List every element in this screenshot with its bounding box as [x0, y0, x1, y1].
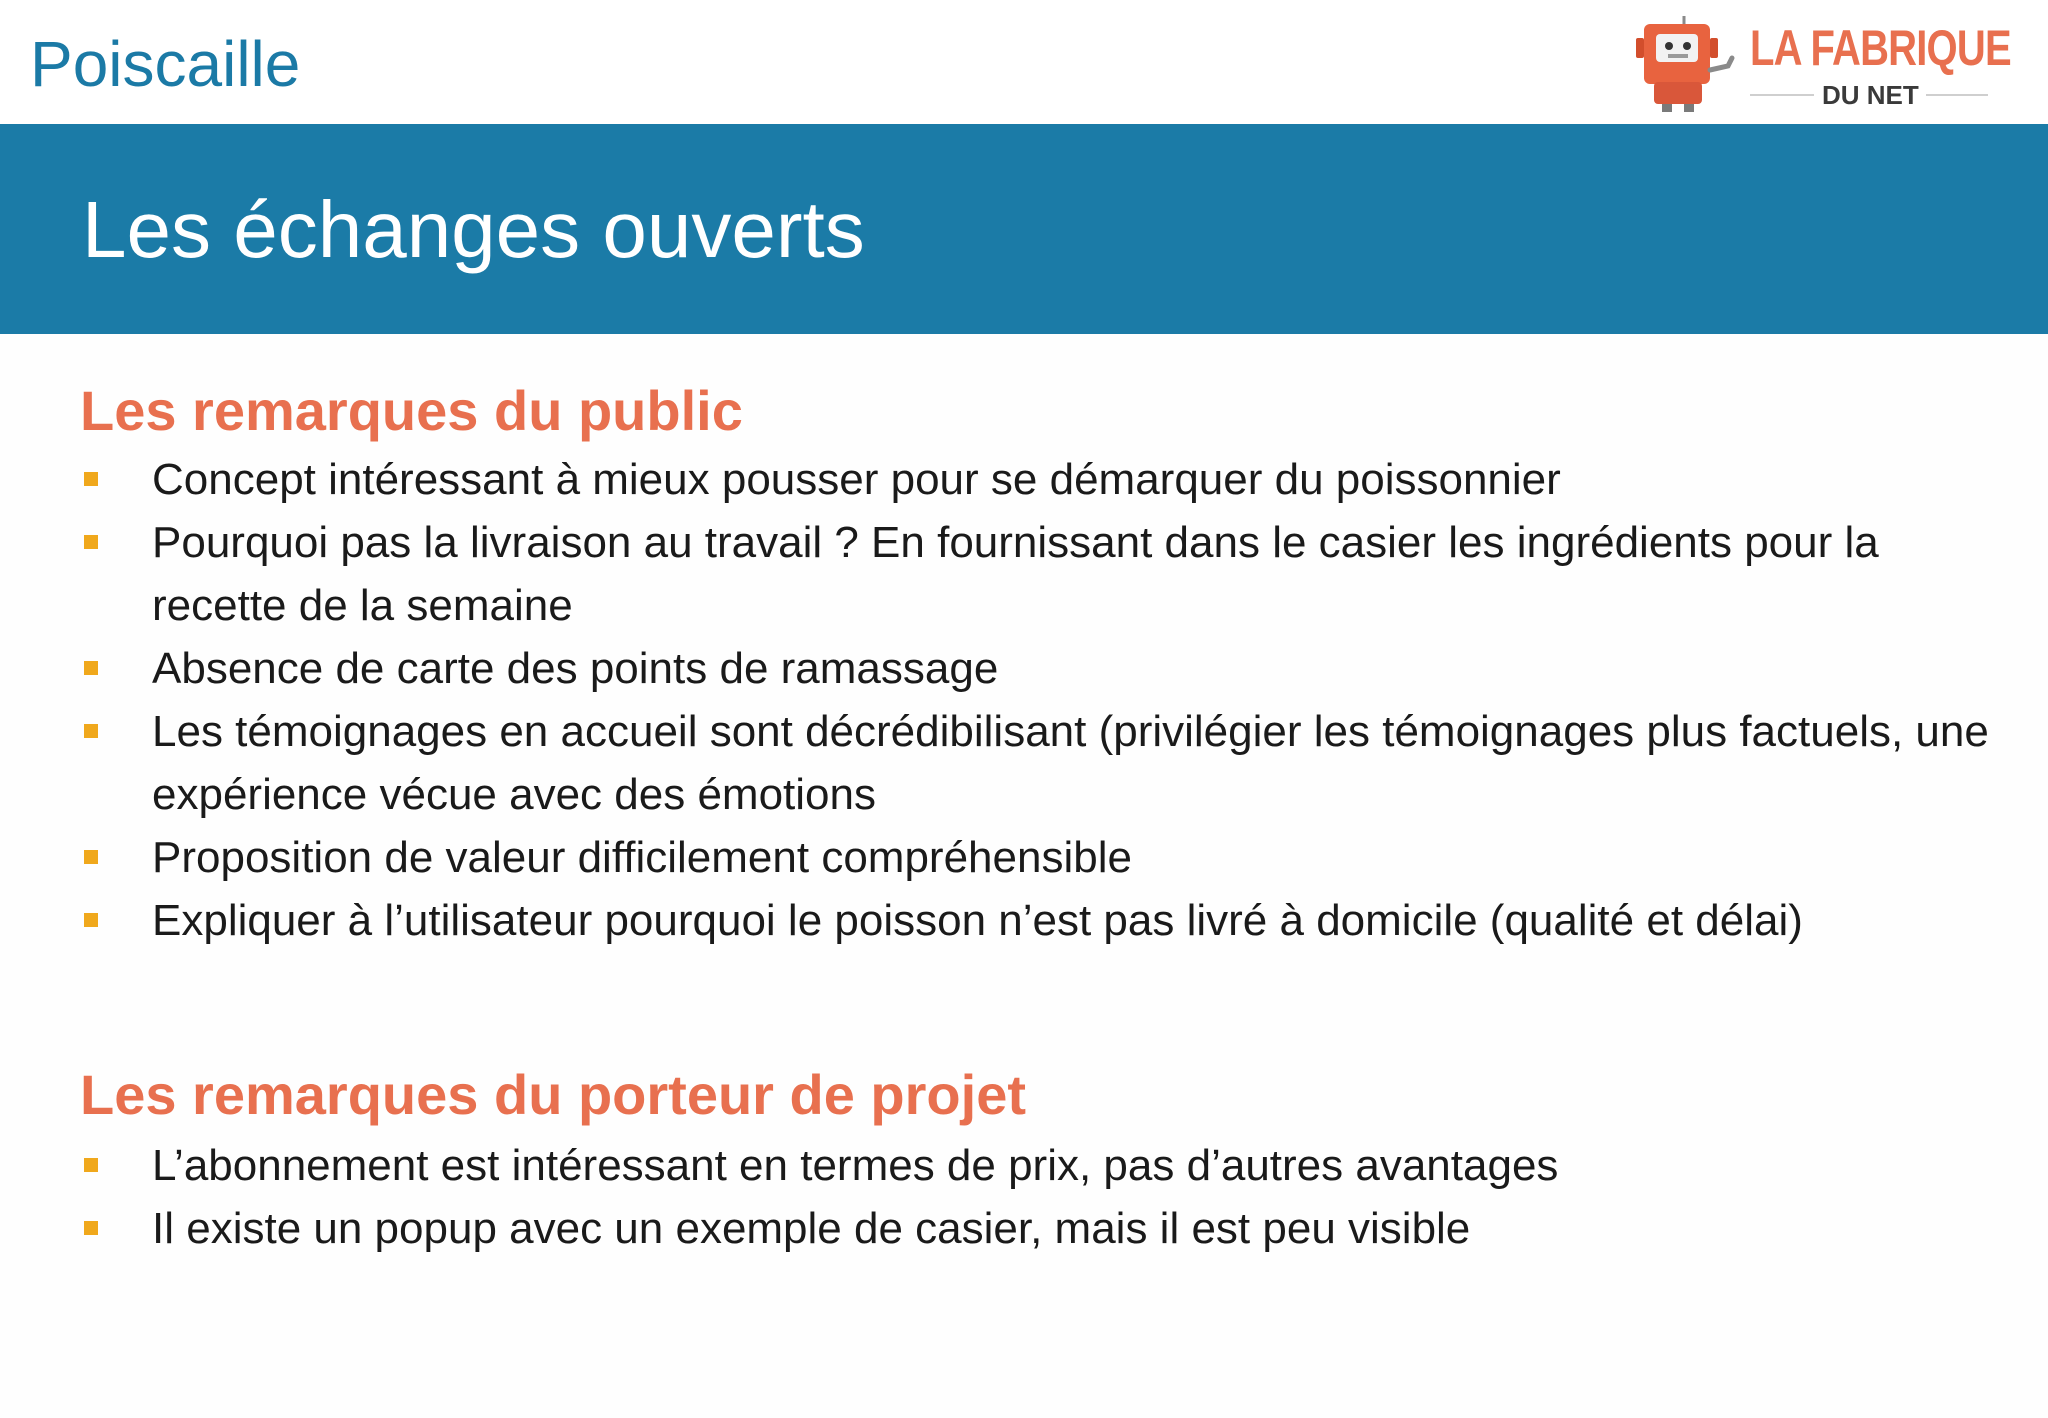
section-heading-public: Les remarques du public — [80, 379, 743, 442]
bullet-square-icon — [84, 472, 98, 486]
bullet-square-icon — [84, 724, 98, 738]
robot-icon — [1632, 14, 1736, 114]
list-item-text: L’abonnement est intéressant en termes de prix, pas d’autres avantages — [152, 1141, 1559, 1190]
bullet-square-icon — [84, 661, 98, 675]
top-bar — [0, 0, 2048, 124]
logo-subtitle: DU NET — [1822, 80, 1919, 110]
logo-divider — [1750, 94, 1814, 96]
list-item — [0, 511, 2048, 637]
bullet-square-icon — [84, 1221, 98, 1235]
title-banner — [0, 124, 2048, 334]
la-fabrique-logo — [1632, 14, 2011, 114]
project-name: Poiscaille — [30, 28, 301, 100]
list-item-text: Expliquer à l’utilisateur pourquoi le poisson n’est pas livré à domicile (qualité et délai) — [152, 896, 1803, 945]
list-item — [0, 826, 2048, 889]
bullet-square-icon — [84, 913, 98, 927]
list-item-text: Absence de carte des points de ramassage — [152, 644, 999, 693]
bullet-square-icon — [84, 535, 98, 549]
list-item-text: Il existe un popup avec un exemple de casier, mais il est peu visible — [152, 1204, 1471, 1253]
public-remarks-list — [0, 448, 2048, 952]
bullet-square-icon — [84, 850, 98, 864]
list-item — [0, 637, 2048, 700]
list-item-text: Proposition de valeur difficilement compréhensible — [152, 833, 1132, 882]
list-item-text: Concept intéressant à mieux pousser pour se démarquer du poissonnier — [152, 455, 1561, 504]
list-item — [0, 1134, 2048, 1197]
logo-subtitle-row — [1750, 80, 1990, 110]
list-item — [0, 889, 2048, 952]
logo-title: LA FABRIQUE — [1750, 20, 2011, 76]
bullet-square-icon — [84, 1158, 98, 1172]
list-item-text: Les témoignages en accueil sont décrédibilisant (privilégier les témoignages plus factuels, une expérience vécue avec des émotions — [152, 707, 1989, 819]
project-owner-remarks-list — [0, 1134, 2048, 1260]
list-item-text: Pourquoi pas la livraison au travail ? En fournissant dans le casier les ingrédients pour la recette de la semaine — [152, 518, 1879, 630]
section-heading-project-owner: Les remarques du porteur de projet — [80, 1063, 1026, 1126]
list-item — [0, 1197, 2048, 1260]
slide-title: Les échanges ouverts — [82, 185, 865, 274]
list-item — [0, 448, 2048, 511]
logo-divider — [1926, 94, 1988, 96]
list-item — [0, 700, 2048, 826]
